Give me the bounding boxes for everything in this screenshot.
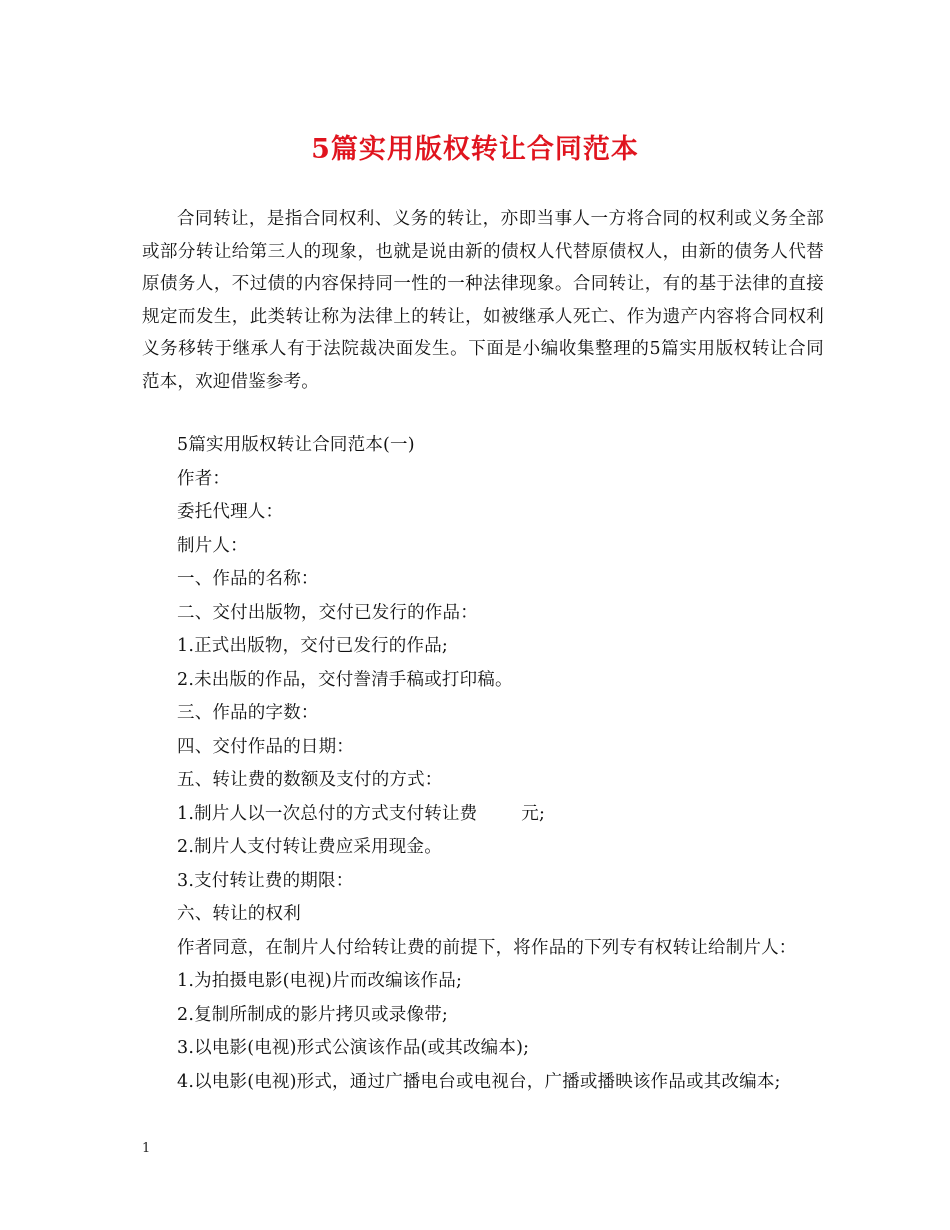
- fee-text-before: 1.制片人以一次总付的方式支付转让费: [177, 803, 478, 824]
- producer-line: 制片人：: [177, 535, 248, 556]
- clause-fee-item-1: [177, 798, 837, 832]
- clause-delivery-item-1: 1.正式出版物，交付已发行的作品;: [177, 636, 448, 656]
- clause-fee: 五、转让费的数额及支付的方式：: [177, 770, 443, 790]
- document-title: 5篇实用版权转让合同范本: [311, 134, 639, 165]
- clause-rights-item-4: 4.以电影(电视)形式，通过广播电台或电视台，广播或播映该作品或其改编本;: [177, 1071, 781, 1092]
- fee-text-after: 元;: [521, 803, 546, 824]
- clause-rights-intro: 作者同意，在制片人付给转让费的前提下，将作品的下列专有权转让给制片人：: [177, 937, 797, 958]
- clause-delivery-item-2: 2.未出版的作品，交付誊清手稿或打印稿。: [177, 669, 513, 690]
- author-line: 作者：: [177, 468, 231, 489]
- clause-delivery: 二、交付出版物，交付已发行的作品：: [177, 602, 478, 623]
- clause-fee-item-2: 2.制片人支付转让费应采用现金。: [177, 837, 442, 857]
- clause-delivery-date: 四、交付作品的日期：: [177, 736, 354, 757]
- clause-fee-item-3: 3.支付转让费的期限：: [177, 870, 354, 891]
- page-number: 1: [142, 1141, 151, 1156]
- clause-work-name: 一、作品的名称：: [177, 569, 319, 589]
- contract-lines: [177, 429, 837, 1099]
- clause-rights: 六、转让的权利: [177, 904, 301, 924]
- intro-paragraph: 合同转让，是指合同权利、义务的转让，亦即当事人一方将合同的权利或义务全部或部分转让给第三人的现象，也就是说由新的债权人代替原债权人，由新的债务人代替原债务人，不过债的内容保持同一性的一种法律现象。合同转让，有的基于法律的直接规定而发生，此类转让称为法律上的转让，如被继承人死亡、作为遗产内容将合同权利义务移转于继承人有于法院裁决面发生。下面是小编收集整理的5篇实用版权转让合同范本，欢迎借鉴参考。: [142, 209, 824, 392]
- section-heading: 5篇实用版权转让合同范本(一): [177, 435, 415, 455]
- agent-line: 委托代理人：: [177, 502, 284, 522]
- clause-word-count: 三、作品的字数：: [177, 703, 319, 723]
- clause-rights-item-1: 1.为拍摄电影(电视)片而改编该作品;: [177, 971, 463, 991]
- clause-rights-item-3: 3.以电影(电视)形式公演该作品(或其改编本);: [177, 1038, 530, 1058]
- clause-rights-item-2: 2.复制所制成的影片拷贝或录像带;: [177, 1004, 448, 1025]
